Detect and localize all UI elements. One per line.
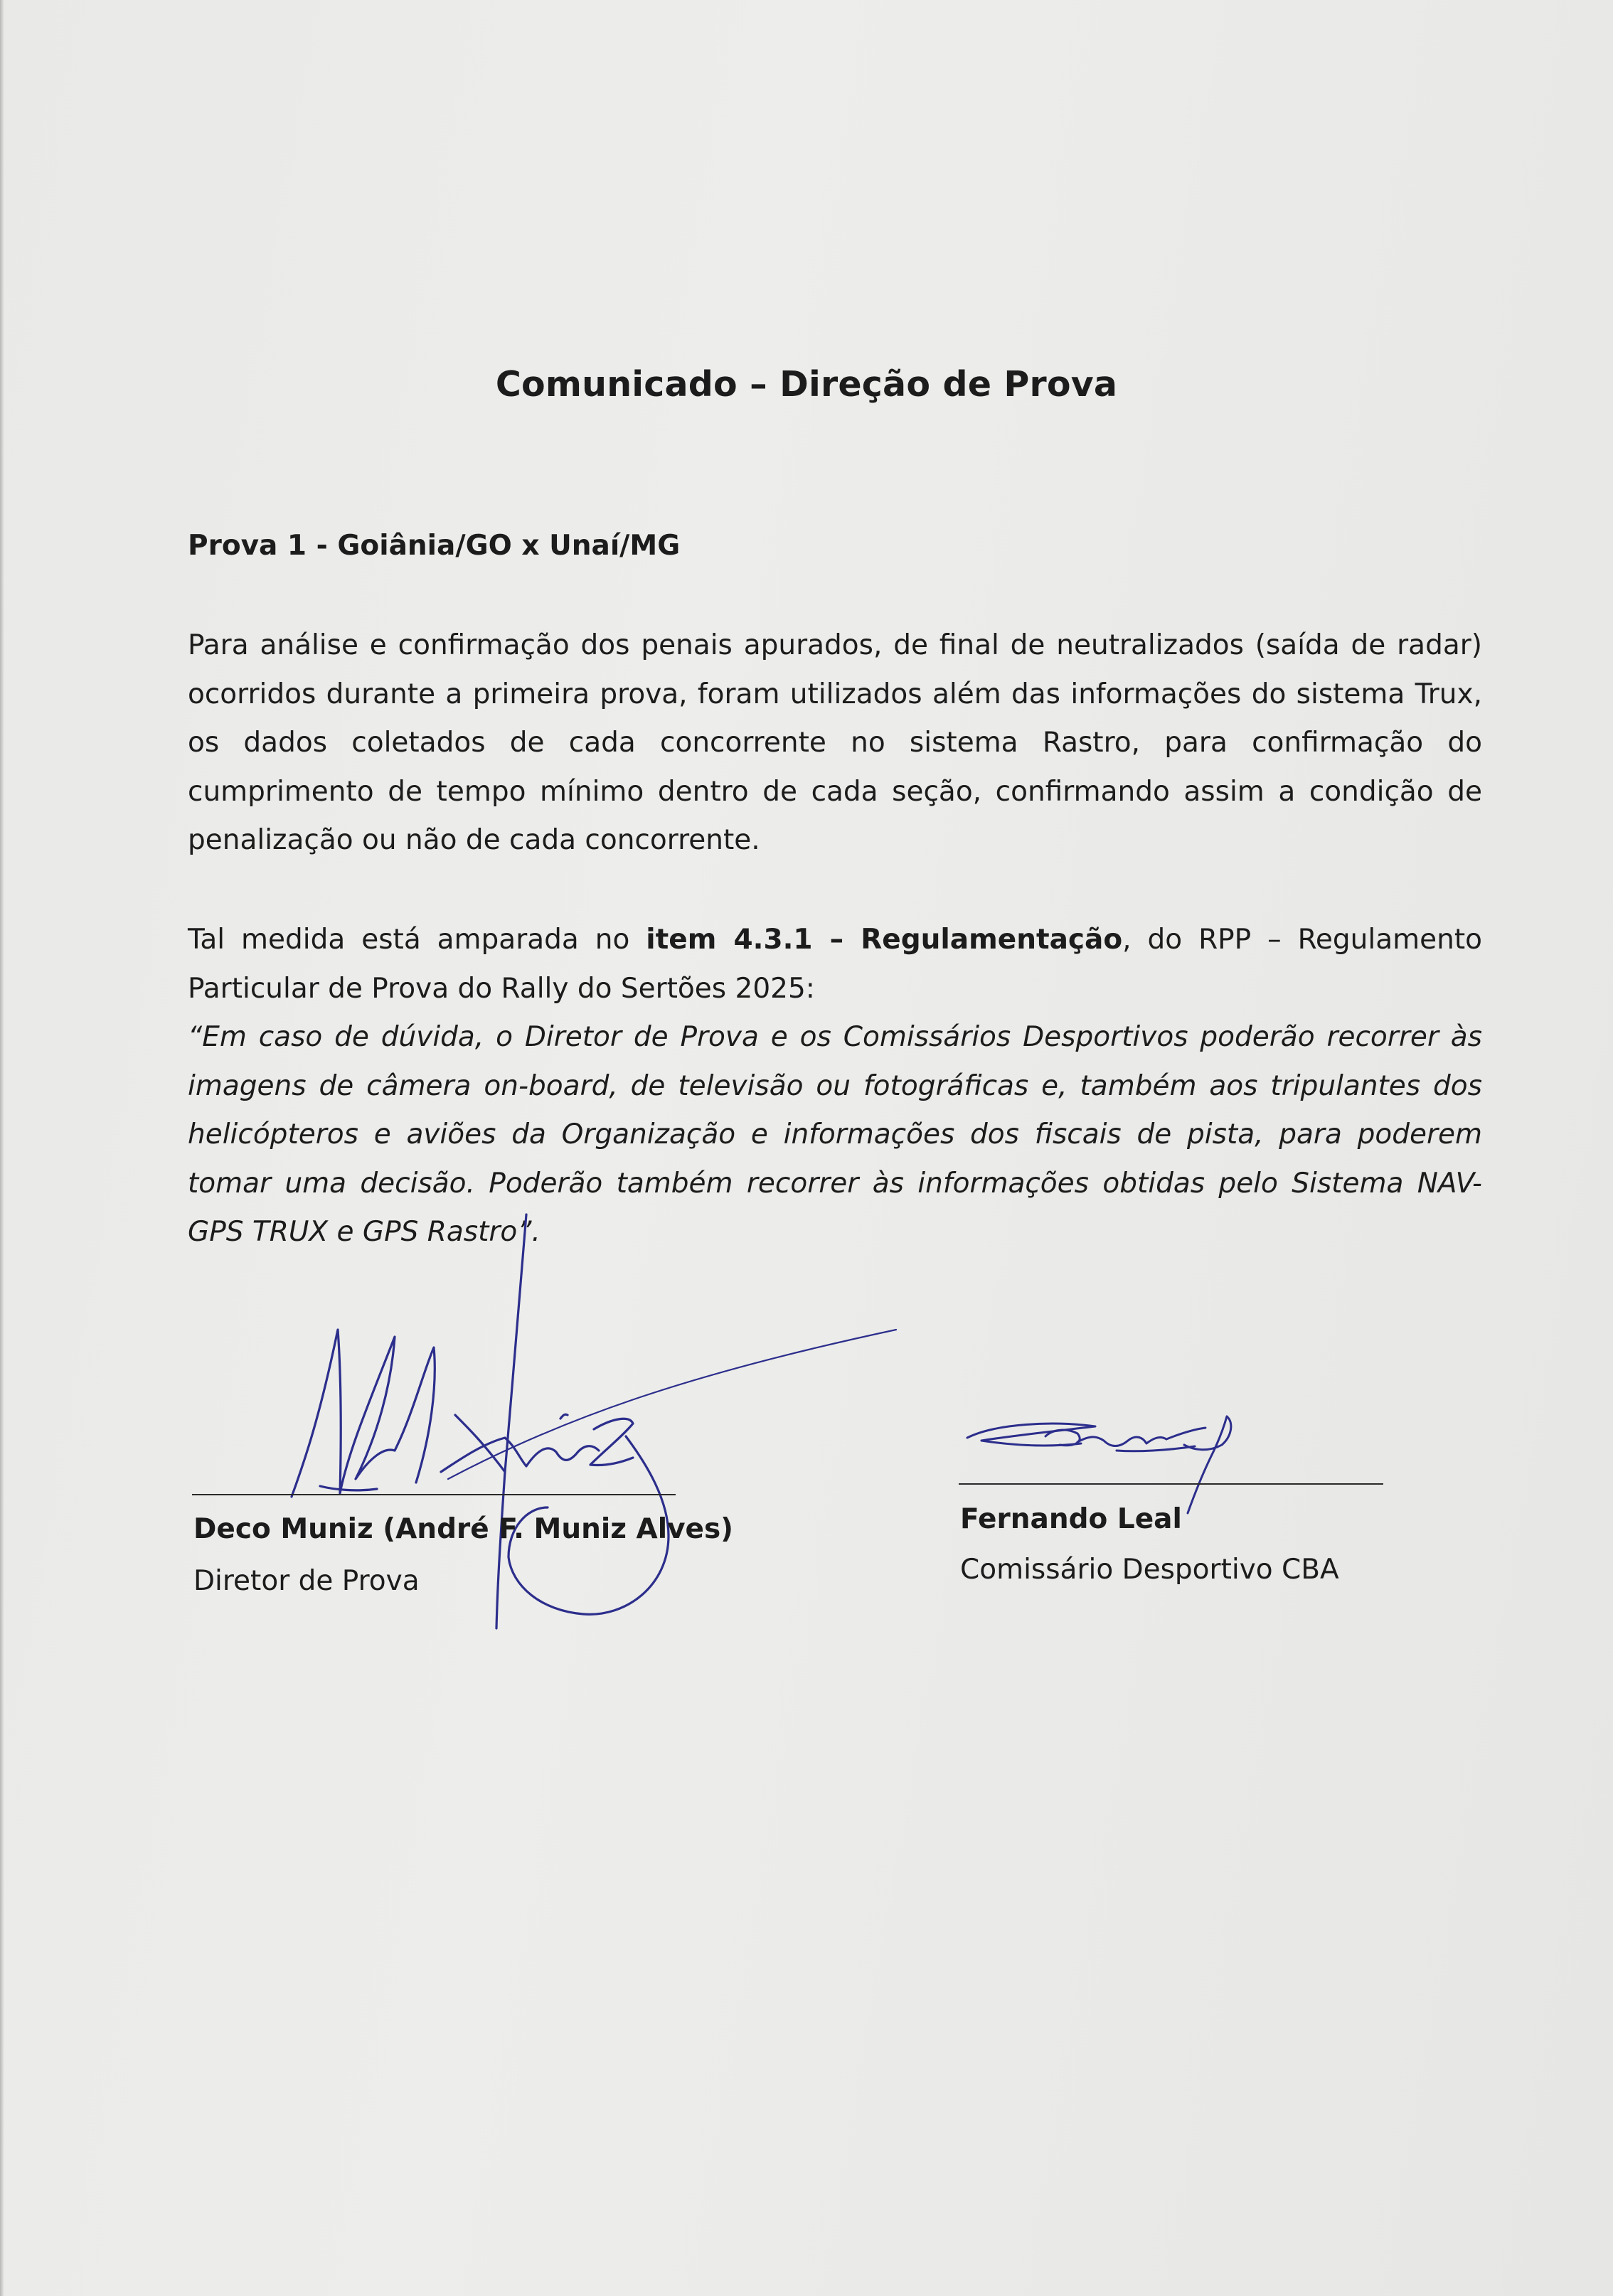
paragraph-analysis: Para análise e confirmação dos penais apurados, de final de neutralizados (saída de radar) ocorridos durante a primeira prova, foram utilizados além das informações do sistema Trux, os dados coletados de cada concorrente no sistema Rastro, para confirmação do cumprimento de tempo mínimo dentro de cada seção, confirmando assim a condição de penalização ou não de cada concorrente. bbox=[188, 629, 1482, 856]
signature-line-right bbox=[959, 1483, 1383, 1485]
regulation-rest: , do RPP – Regulamento Particular de Prova do Rally do Sertões 2025: bbox=[188, 924, 1482, 1005]
signature-line-left bbox=[192, 1494, 676, 1495]
regulation-quote: “Em caso de dúvida, o Diretor de Prova e os Comissários Desportivos poderão recorrer às imagens de câmera on-board, de televisão ou fotográficas e, também aos tripulantes dos helicópteros e aviões da Organização e informações dos fiscais de pista, para poderem tomar uma decisão. Poderão também recorrer às informações obtidas pelo Sistema NAV-GPS TRUX e GPS Rastro”. bbox=[188, 1021, 1482, 1248]
regulation-intro: Tal medida está amparada no bbox=[188, 924, 646, 956]
signatory-role-right: Comissário Desportivo CBA bbox=[960, 1554, 1339, 1586]
page-edge-shadow bbox=[0, 0, 4, 2296]
signatory-role-left: Diretor de Prova bbox=[193, 1565, 420, 1597]
document-subtitle: Prova 1 - Goiânia/GO x Unaí/MG bbox=[188, 530, 681, 562]
regulation-item-ref: item 4.3.1 – Regulamentação bbox=[646, 924, 1123, 956]
document-title: Comunicado – Direção de Prova bbox=[495, 364, 1118, 405]
signatory-name-left: Deco Muniz (André F. Muniz Alves) bbox=[193, 1513, 733, 1545]
signatory-name-right: Fernando Leal bbox=[960, 1503, 1182, 1535]
paragraph-regulation bbox=[188, 916, 1482, 1257]
